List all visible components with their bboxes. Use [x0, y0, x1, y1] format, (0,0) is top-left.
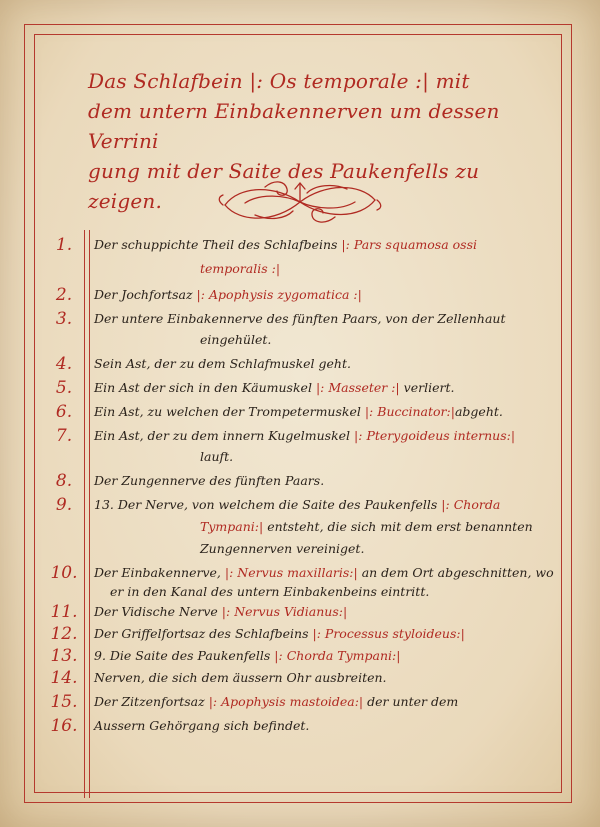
item-text: Zungennerven vereiniget.: [200, 541, 365, 556]
list-item: [0, 376, 600, 400]
item-text: Tympani:| entsteht, die sich mit dem erst benannten: [200, 519, 533, 534]
item-number: 4.: [55, 354, 73, 374]
german-text: Der Einbakennerve,: [94, 565, 221, 580]
trailing-text: abgeht.: [454, 404, 503, 419]
latin-term: Apophysis mastoidea: [221, 694, 355, 709]
list-item-continuation: [0, 328, 600, 352]
latin-term: Pars squamosa ossi: [353, 237, 478, 252]
latin-term: Processus styloideus: [324, 626, 457, 641]
german-text: Der Zitzenfortsaz: [94, 694, 205, 709]
item-text: Sein Ast, der zu dem Schlafmuskel geht.: [94, 356, 351, 371]
item-number: 15.: [50, 692, 78, 712]
item-number: 9.: [55, 495, 73, 515]
german-text: Der Vidische Nerve: [94, 604, 218, 619]
item-number: 3.: [55, 309, 73, 329]
latin-term: Buccinator: [377, 404, 447, 419]
latin-term: Pterygoideus internus: [366, 428, 507, 443]
item-number: 14.: [50, 668, 78, 688]
item-number: 1.: [55, 235, 73, 255]
german-text: Der Jochfortsaz: [94, 287, 193, 302]
latin-term: Chorda Tympani: [286, 648, 393, 663]
german-text: Ein Ast, zu welchen der Trompetermuskel: [94, 404, 361, 419]
latin-term: Nervus maxillaris: [237, 565, 350, 580]
latin-term: temporalis: [200, 261, 268, 276]
item-text: Ein Ast der sich in den Käumuskel |: Masseter :| verliert.: [94, 380, 455, 395]
list-item: [0, 644, 600, 668]
latin-term: Nervus Vidianus: [234, 604, 339, 619]
flourish-ornament-icon: [215, 175, 385, 230]
german-text: 13. Der Nerve, von welchem die Saite des Paukenfells: [94, 497, 438, 512]
item-text: temporalis :|: [200, 261, 281, 276]
item-text: Der untere Einbakennerve des fünften Paars, von der Zellenhaut: [94, 311, 506, 326]
item-text: Aussern Gehörgang sich befindet.: [94, 718, 310, 733]
german-text: Ein Ast, der zu dem innern Kugelmuskel: [94, 428, 351, 443]
list-item: [0, 622, 600, 646]
title-line-3: gung mit der Saite des Paukenfells zu zeigen.: [88, 159, 480, 213]
list-item: [0, 233, 600, 257]
item-text: eingehület.: [200, 332, 272, 347]
list-item-continuation: [0, 257, 600, 281]
item-number: 5.: [55, 378, 73, 398]
item-number: 7.: [55, 426, 73, 446]
item-text: Nerven, die sich dem äussern Ohr ausbreiten.: [94, 670, 387, 685]
item-text: Der Einbakennerve, |: Nervus maxillaris:| an dem Ort abgeschnitten, wo: [94, 565, 554, 580]
item-text: 13. Der Nerve, von welchem die Saite des Paukenfells |: Chorda: [94, 497, 501, 512]
latin-term: Apophysis zygomatica: [208, 287, 350, 302]
list-item-continuation: [0, 445, 600, 469]
list-item: [0, 714, 600, 738]
latin-term: Masseter: [328, 380, 388, 395]
item-number: 10.: [50, 563, 78, 583]
german-text: Der schuppichte Theil des Schlafbeins: [94, 237, 338, 252]
item-text: Der Jochfortsaz |: Apophysis zygomatica :|: [94, 287, 362, 302]
german-text: 9. Die Saite des Paukenfells: [94, 648, 271, 663]
item-text: Der Vidische Nerve |: Nervus Vidianus:|: [94, 604, 348, 619]
item-text: Der schuppichte Theil des Schlafbeins |: Pars squamosa ossi: [94, 237, 478, 252]
item-number: 2.: [55, 285, 73, 305]
list-item: [0, 666, 600, 690]
item-text: er in den Kanal des untern Einbakenbeins eintritt.: [110, 584, 430, 599]
list-item: [0, 400, 600, 424]
trailing-text: an dem Ort abgeschnitten, wo: [361, 565, 554, 580]
list-item: [0, 352, 600, 376]
item-text: 9. Die Saite des Paukenfells |: Chorda Tympani:|: [94, 648, 401, 663]
item-number: 6.: [55, 402, 73, 422]
item-text: lauft.: [200, 449, 234, 464]
item-number: 8.: [55, 471, 73, 491]
trailing-text: der unter dem: [367, 694, 459, 709]
item-text: Ein Ast, der zu dem innern Kugelmuskel |: Pterygoideus internus:|: [94, 428, 516, 443]
german-text: Ein Ast der sich in den Käumuskel: [94, 380, 312, 395]
german-text: Der Griffelfortsaz des Schlafbeins: [94, 626, 309, 641]
latin-term: Chorda: [453, 497, 501, 512]
item-number: 16.: [50, 716, 78, 736]
list-item: [0, 690, 600, 714]
item-number: 13.: [50, 646, 78, 666]
list-item: [0, 493, 600, 517]
title-line-2: dem untern Einbakennerven um dessen Verrini: [88, 99, 500, 153]
trailing-text: verliert.: [403, 380, 455, 395]
item-number: 11.: [50, 602, 78, 622]
list-item-continuation: [0, 515, 600, 539]
item-text: Ein Ast, zu welchen der Trompetermuskel |: Buccinator:|abgeht.: [94, 404, 503, 419]
list-item-continuation: [0, 537, 600, 561]
list-item: [0, 469, 600, 493]
latin-term: Tympani: [200, 519, 255, 534]
list-item: [0, 283, 600, 307]
list-item: [0, 600, 600, 624]
item-text: Der Griffelfortsaz des Schlafbeins |: Processus styloideus:|: [94, 626, 465, 641]
item-text: Der Zitzenfortsaz |: Apophysis mastoidea:| der unter dem: [94, 694, 459, 709]
trailing-text: entsteht, die sich mit dem erst benannten: [267, 519, 533, 534]
item-number: 12.: [50, 624, 78, 644]
item-text: Der Zungennerve des fünften Paars.: [94, 473, 325, 488]
title-line-1: Das Schlafbein |: Os temporale :| mit: [88, 69, 470, 93]
